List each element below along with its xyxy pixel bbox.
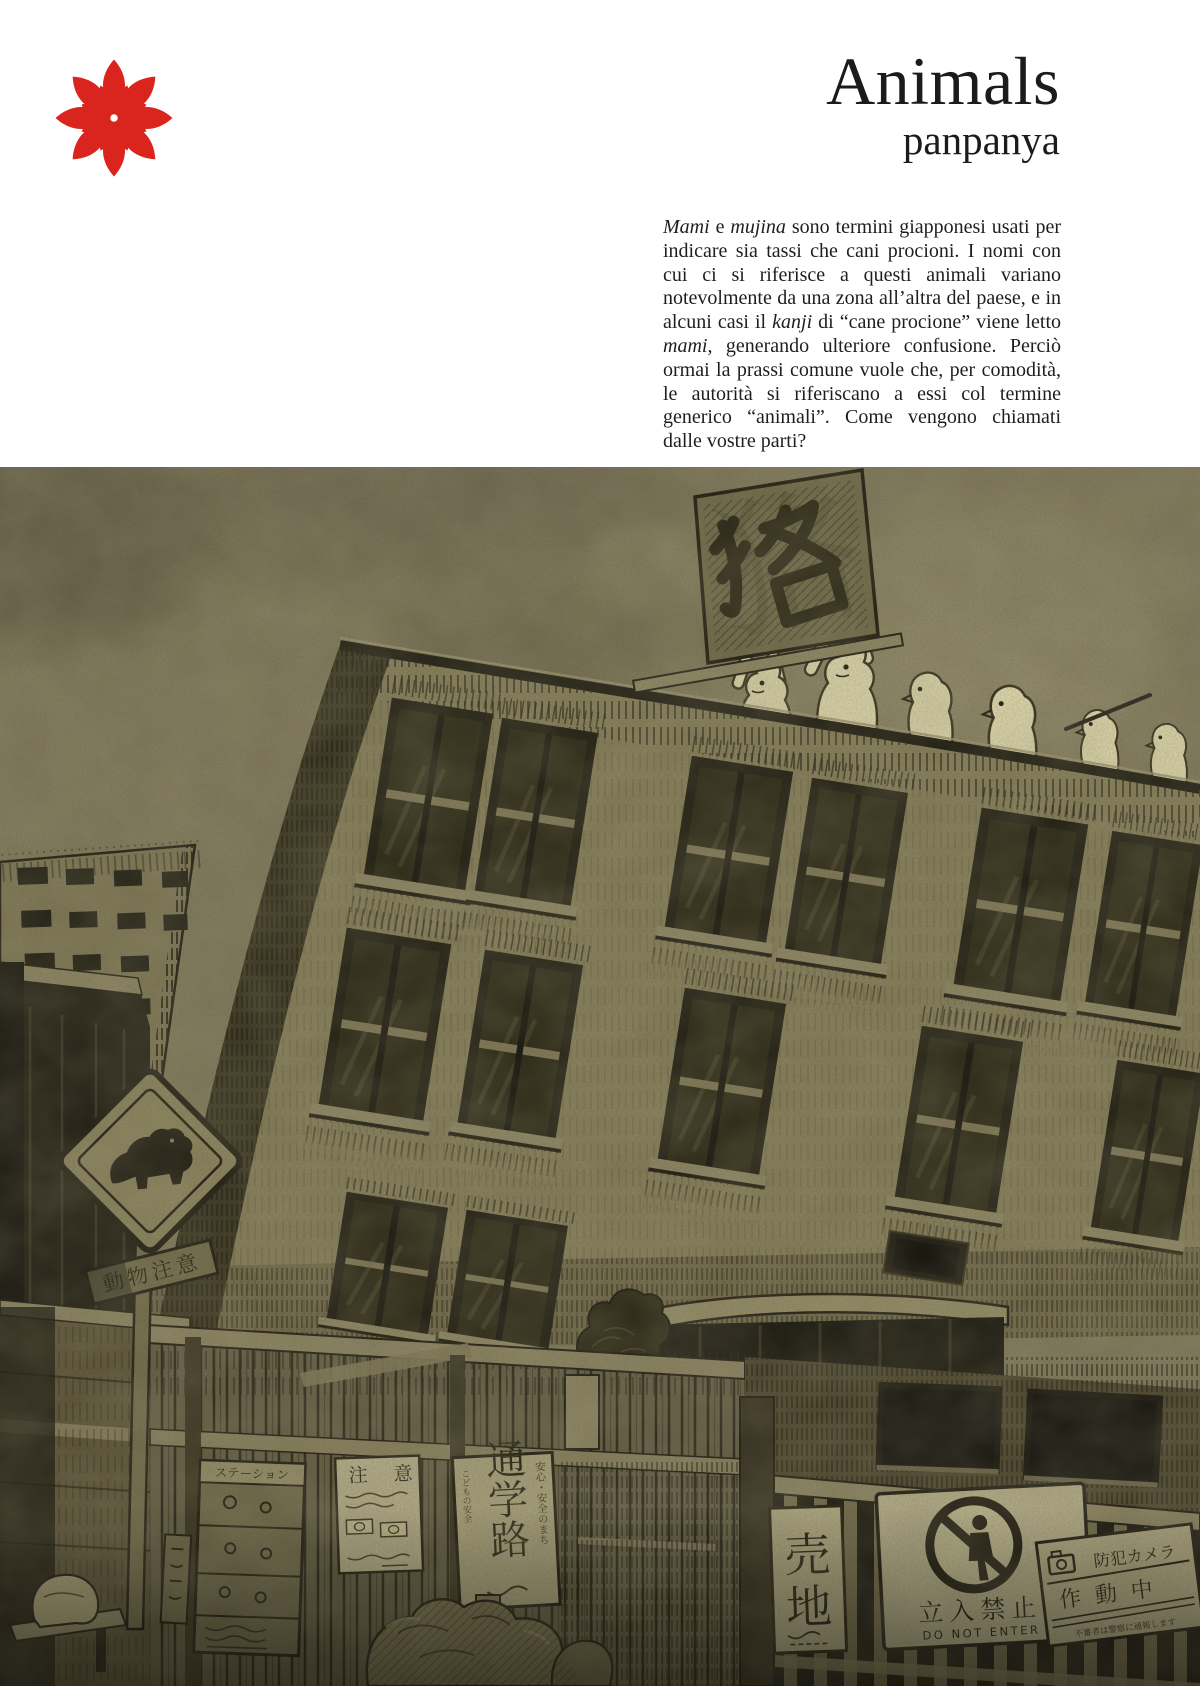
- illustration-image: [0, 467, 1200, 1686]
- intro-paragraph: [663, 216, 1061, 454]
- intro-segment: kanji: [772, 311, 813, 334]
- intro-segment: mujina: [730, 216, 786, 238]
- author-name: panpanya: [902, 117, 1060, 164]
- publisher-logo-icon: [55, 56, 173, 180]
- intro-segment: , generando ulteriore confusione. Perciò ormai la prassi comune vuole che, per comodità, le autorità si riferiscano a essi col termine generico “animali”. Come vengono chiamati dalle vostre parti?: [663, 334, 1061, 453]
- intro-segment: mami: [663, 334, 708, 357]
- illustration-svg: [0, 467, 1200, 1686]
- page-title: Animals: [826, 43, 1060, 119]
- intro-segment: di “cane procione” viene letto: [812, 311, 1061, 334]
- texture-overlays: [0, 467, 1200, 1686]
- intro-segment: Mami: [663, 216, 710, 238]
- intro-segment: sono termini giapponesi usati per indicare sia tassi che cani procioni. I nomi con cui ci si riferisce a questi animali variano notevolmente da una zona all’altra del paese, e in alcuni casi il: [663, 216, 1061, 334]
- intro-segment: e: [709, 216, 731, 238]
- masthead: [560, 43, 1060, 164]
